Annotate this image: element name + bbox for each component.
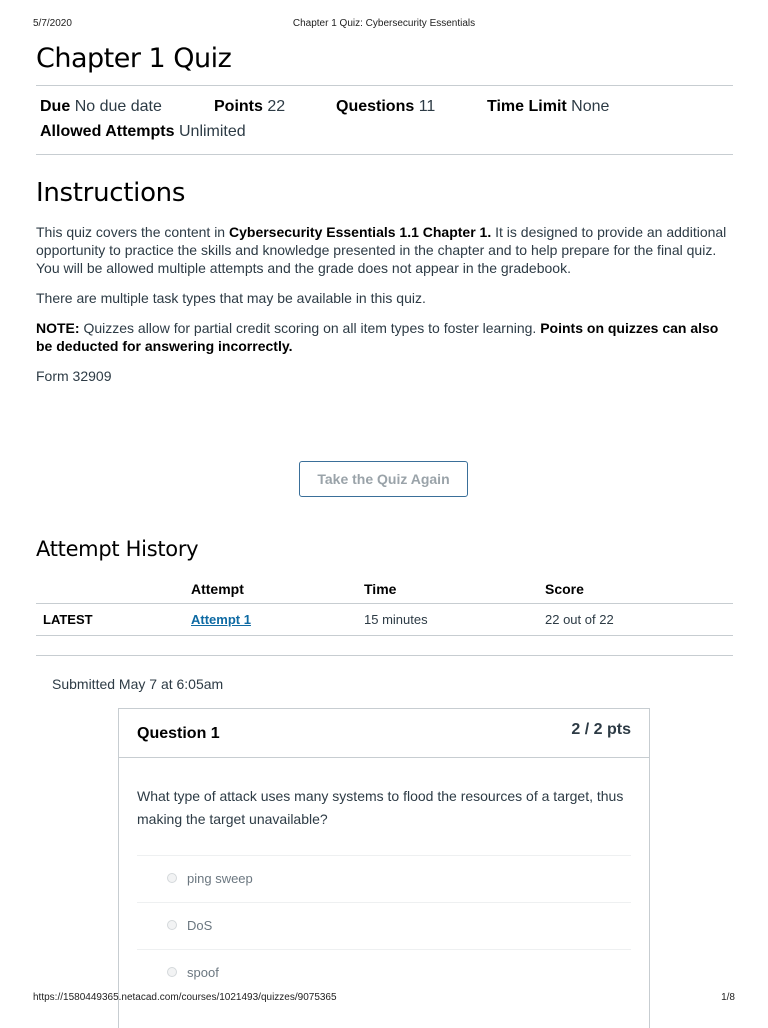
answer-label: spoof — [187, 965, 219, 980]
table-header — [36, 578, 733, 604]
answer-list — [137, 855, 631, 996]
attempt-score: 22 out of 22 — [545, 612, 614, 627]
attempts-label: Allowed Attempts — [40, 123, 175, 140]
details-row-1 — [40, 94, 729, 119]
divider — [36, 154, 733, 155]
attempts-item — [40, 119, 246, 144]
points-value: 22 — [267, 98, 286, 115]
deduction-warning: Points on quizzes can also be deducted for answering incorrectly. — [36, 320, 719, 354]
question-points: 2 / 2 pts — [571, 721, 631, 738]
quiz-content — [36, 40, 733, 980]
time-limit-label: Time Limit — [487, 98, 567, 115]
text: It is designed to provide an additional opportunity to practice the skills and knowledge presented in the chapter and to help prepare for the final quiz. You will be allowed multiple attempts and the grade does not appear in the gradebook. — [36, 224, 727, 276]
radio-icon — [167, 920, 177, 930]
answer-option — [137, 902, 631, 949]
details-row-2 — [40, 119, 729, 144]
instructions-paragraph-2: There are multiple task types that may be available in this quiz. — [36, 290, 426, 306]
text: This quiz covers the content in — [36, 224, 229, 240]
column-header-attempt: Attempt — [191, 581, 244, 597]
instructions-paragraph-1 — [36, 223, 733, 277]
questions-item — [336, 94, 435, 119]
page-title: Chapter 1 Quiz — [36, 43, 232, 74]
due-item — [40, 94, 162, 119]
form-number: Form 32909 — [36, 368, 112, 384]
attempts-value: Unlimited — [178, 123, 246, 140]
questions-value: 11 — [418, 98, 436, 115]
retake-wrap — [299, 461, 468, 497]
answer-option — [137, 949, 631, 996]
text: Quizzes allow for partial credit scoring on all item types to foster learning. — [79, 320, 541, 336]
quiz-details — [36, 86, 733, 154]
question-text: What type of attack uses many systems to flood the resources of a target, thus making the target unavailable? — [137, 788, 624, 827]
divider — [36, 655, 733, 656]
take-quiz-again-button[interactable]: Take the Quiz Again — [299, 461, 468, 497]
instructions-heading: Instructions — [36, 178, 186, 208]
attempt-1-link[interactable]: Attempt 1 — [191, 612, 251, 627]
questions-label: Questions — [336, 98, 415, 115]
submitted-timestamp: Submitted May 7 at 6:05am — [52, 676, 224, 692]
answer-label: DoS — [187, 918, 213, 933]
print-footer — [33, 992, 735, 1006]
print-url: https://1580449365.netacad.com/courses/1021493/quizzes/9075365 — [33, 992, 337, 1003]
time-limit-value: None — [571, 98, 610, 115]
print-header — [33, 18, 735, 32]
table-row — [36, 604, 733, 636]
answer-option — [137, 855, 631, 902]
radio-icon — [167, 967, 177, 977]
answer-label: ping sweep — [187, 871, 253, 886]
question-title: Question 1 — [137, 725, 220, 742]
print-page-title: Chapter 1 Quiz: Cybersecurity Essentials — [292, 18, 476, 29]
question-card — [118, 708, 650, 1028]
print-date: 5/7/2020 — [33, 18, 72, 29]
page-number: 1/8 — [721, 992, 735, 1003]
question-header — [119, 709, 649, 758]
column-header-score: Score — [545, 581, 584, 597]
radio-icon — [167, 873, 177, 883]
instructions-note — [36, 319, 733, 355]
due-value: No due date — [74, 98, 162, 115]
attempt-history-table — [36, 578, 733, 636]
note-label: NOTE: — [36, 320, 80, 336]
due-label: Due — [40, 98, 71, 115]
column-header-time: Time — [364, 581, 397, 597]
course-name: Cybersecurity Essentials 1.1 Chapter 1. — [229, 224, 492, 240]
attempt-time: 15 minutes — [364, 612, 428, 627]
latest-label: LATEST — [43, 612, 93, 627]
points-item — [214, 94, 285, 119]
attempt-history-heading: Attempt History — [36, 537, 199, 561]
points-label: Points — [214, 98, 263, 115]
time-limit-item — [487, 94, 609, 119]
